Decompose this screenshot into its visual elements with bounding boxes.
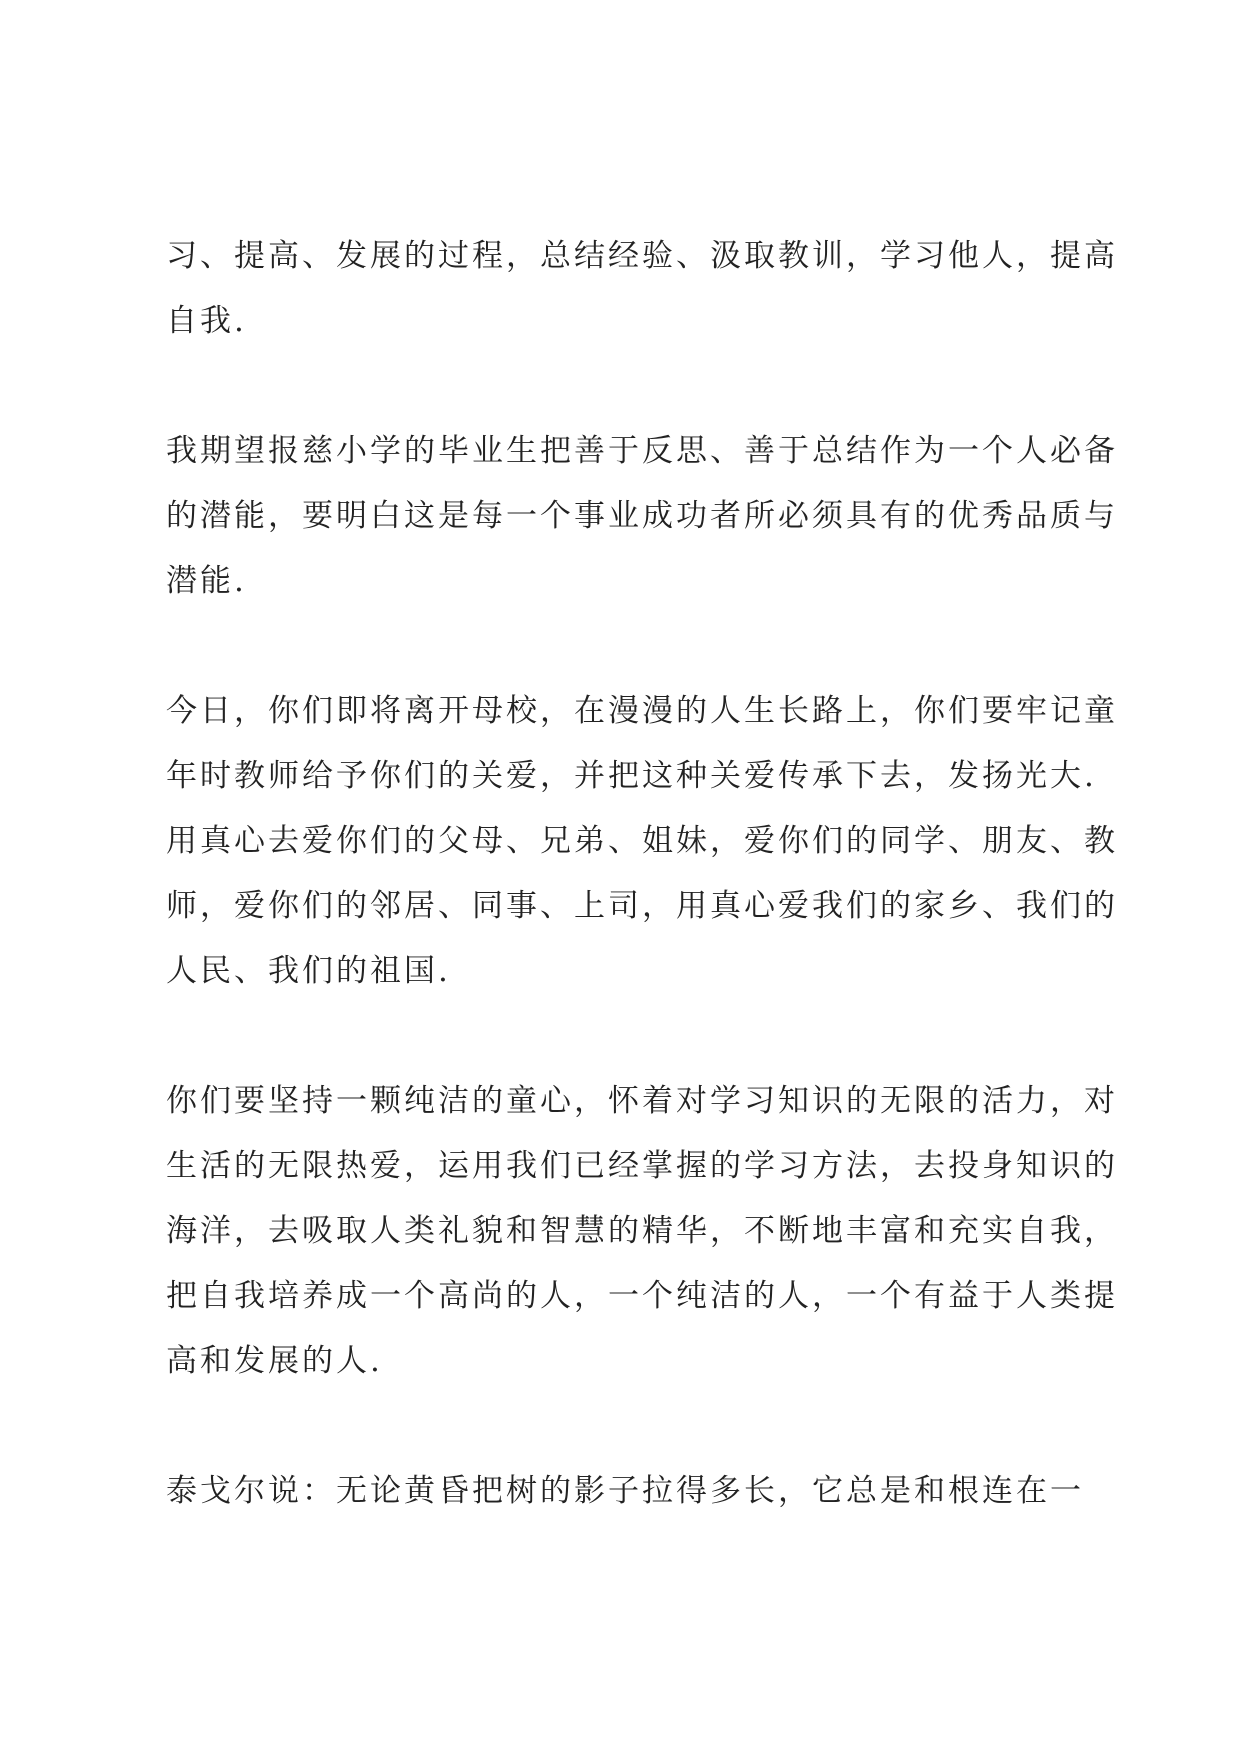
text-line: 高和发展的人. [166,1343,383,1379]
paragraph-1 [166,224,1118,354]
document-body [166,224,1118,1589]
paragraph-5 [166,1459,1086,1524]
text-line: 生活的无限热爱，运用我们已经掌握的学习方法，去投身知识的 [166,1148,1118,1184]
text-line: 你们要坚持一颗纯洁的童心，怀着对学习知识的无限的活力，对 [166,1083,1118,1119]
text-line: 我期望报慈小学的毕业生把善于反思、善于总结作为一个人必备 [166,433,1118,469]
text-line: 的潜能，要明白这是每一个事业成功者所必须具有的优秀品质与 [166,498,1118,534]
paragraph-4 [166,1069,1118,1394]
text-line: 年时教师给予你们的关爱，并把这种关爱传承下去，发扬光大. [166,758,1097,794]
text-line: 人民、我们的祖国. [166,953,451,989]
text-line: 自我. [166,303,247,339]
paragraph-3 [166,679,1118,1004]
text-line: 把自我培养成一个高尚的人，一个纯洁的人，一个有益于人类提 [166,1278,1118,1314]
text-line: 师，爱你们的邻居、同事、上司，用真心爱我们的家乡、我们的 [166,888,1118,924]
text-line: 海洋，去吸取人类礼貌和智慧的精华，不断地丰富和充实自我， [166,1213,1118,1249]
text-line: 潜能. [166,563,247,599]
paragraph-2 [166,419,1118,614]
text-line: 今日，你们即将离开母校，在漫漫的人生长路上，你们要牢记童 [166,693,1118,729]
text-line: 习、提高、发展的过程，总结经验、汲取教训，学习他人，提高 [166,238,1118,274]
text-line: 用真心去爱你们的父母、兄弟、姐妹，爱你们的同学、朋友、教 [166,823,1118,859]
text-line: 泰戈尔说：无论黄昏把树的影子拉得多长，它总是和根连在一 [166,1473,1084,1509]
